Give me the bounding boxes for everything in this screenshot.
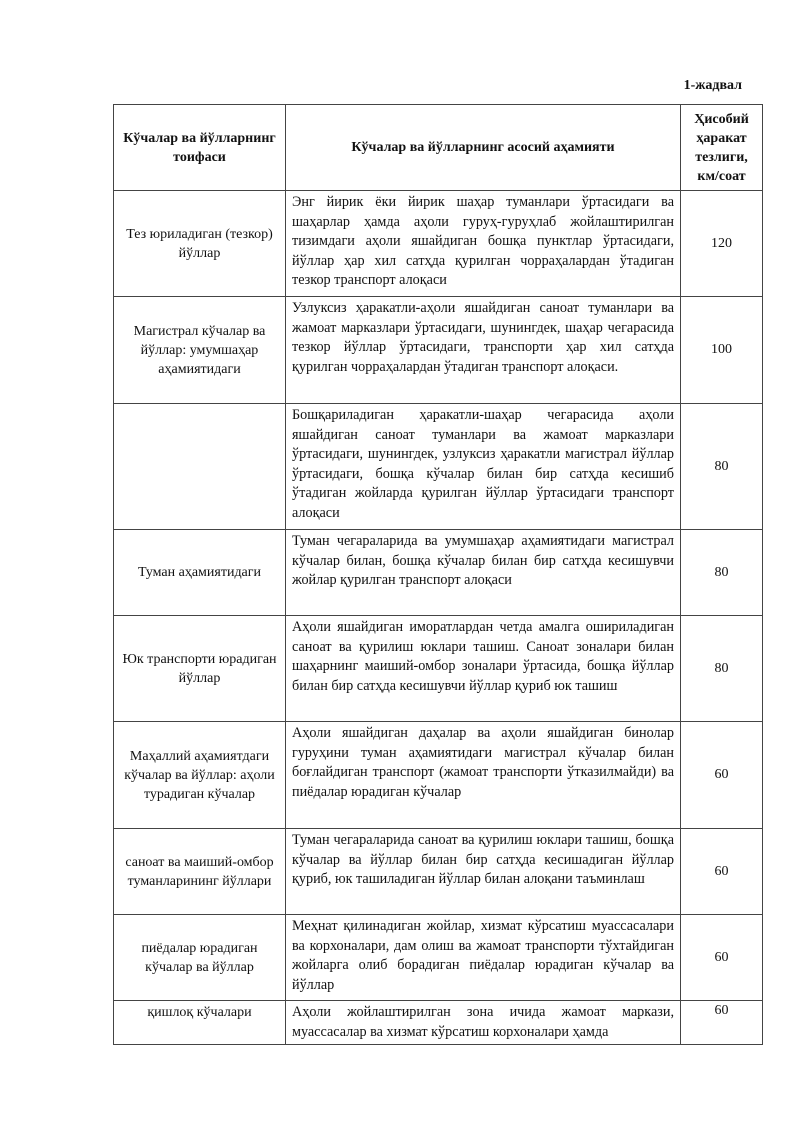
speed-cell: 80 bbox=[681, 616, 763, 722]
table-caption: 1-жадвал bbox=[683, 78, 742, 93]
category-cell: саноат ва маиший-омбор туманларининг йўллари bbox=[114, 829, 286, 915]
purpose-cell: Меҳнат қилинадиган жойлар, хизмат кўрсатиш муассасалари ва корхоналари, дам олиш ва жамоат транспорти тўхтайдиган жойларга олиб борадиган пиёдалар юрадиган кўчалар ва йўллар bbox=[286, 915, 681, 1001]
category-cell: Юк транспорти юрадиган йўллар bbox=[114, 616, 286, 722]
table-row bbox=[114, 616, 763, 722]
purpose-cell: Аҳоли яшайдиган даҳалар ва аҳоли яшайдиган бинолар гуруҳини туман аҳамиятидаги магистрал кўчалар билан боғлайдиган транспорт (жамоат транспорти ўтказилмайди) ва пиёдалар юрадиган кўчалар bbox=[286, 722, 681, 829]
category-cell: Тез юриладиган (тезкор) йўллар bbox=[114, 191, 286, 297]
table-row bbox=[114, 297, 763, 404]
category-cell: пиёдалар юрадиган кўчалар ва йўллар bbox=[114, 915, 286, 1001]
speed-cell: 80 bbox=[681, 404, 763, 530]
speed-cell: 60 bbox=[681, 1001, 763, 1045]
table-row bbox=[114, 915, 763, 1001]
table-row bbox=[114, 530, 763, 616]
speed-cell: 100 bbox=[681, 297, 763, 404]
speed-cell: 120 bbox=[681, 191, 763, 297]
road-categories-table bbox=[113, 104, 763, 1045]
category-cell bbox=[114, 404, 286, 530]
speed-cell: 60 bbox=[681, 722, 763, 829]
table-row bbox=[114, 829, 763, 915]
category-cell: Маҳаллий аҳамиятдаги кўчалар ва йўллар: аҳоли турадиган кўчалар bbox=[114, 722, 286, 829]
table-row bbox=[114, 722, 763, 829]
category-cell: Магистрал кўчалар ва йўллар: умумшаҳар аҳамиятидаги bbox=[114, 297, 286, 404]
purpose-cell: Аҳоли яшайдиган иморатлардан четда амалга ошириладиган саноат ва қурилиш юклари ташиш. Саноат зоналари билан шаҳарнинг маиший-омбор зоналари ўртасида, бошқа йўллар билан бир сатҳда кесишувчи йўллар қуриб юк ташиш bbox=[286, 616, 681, 722]
category-cell: қишлоқ кўчалари bbox=[114, 1001, 286, 1045]
category-cell: Туман аҳамиятидаги bbox=[114, 530, 286, 616]
purpose-cell: Аҳоли жойлаштирилган зона ичида жамоат маркази, муассасалар ва хизмат кўрсатиш корхоналари ҳамда bbox=[286, 1001, 681, 1045]
purpose-cell: Узлуксиз ҳаракатли-аҳоли яшайдиган саноат туманлари ва жамоат марказлари ўртасидаги, шунингдек, шаҳар чегарасида тезкор йўллар ўртасидаги, транспорти ҳар хил сатҳда қурилган чорраҳалардан ўтадиган транспорт алоқаси. bbox=[286, 297, 681, 404]
table-row bbox=[114, 404, 763, 530]
table-row bbox=[114, 1001, 763, 1045]
header-speed: Ҳисобий ҳаракат тезлиги, км/соат bbox=[681, 105, 763, 191]
table-row bbox=[114, 191, 763, 297]
table-header-row bbox=[114, 105, 763, 191]
purpose-cell: Бошқариладиган ҳаракатли-шаҳар чегарасида аҳоли яшайдиган саноат туманлари ва жамоат марказлари ўртасидаги, шунингдек, узлуксиз ҳаракатли магистрал йўллар ўртасидаги, бошқа кўчалар билан бир сатҳда кесишиб ўтадиган жойларда қурилган йўллар ўртасидаги транспорт алоқаси bbox=[286, 404, 681, 530]
speed-cell: 80 bbox=[681, 530, 763, 616]
header-purpose: Кўчалар ва йўлларнинг асосий аҳамияти bbox=[286, 105, 681, 191]
purpose-cell: Туман чегараларида саноат ва қурилиш юклари ташиш, бошқа кўчалар ва йўллар билан бир сатҳда кесишадиган йўллар қуриб, юк ташиладиган йўллар билан алоқани таъминлаш bbox=[286, 829, 681, 915]
purpose-cell: Энг йирик ёки йирик шаҳар туманлари ўртасидаги ва шаҳарлар ҳамда аҳоли гуруҳ-гуруҳлаб жойлаштирилган тизимдаги аҳоли яшайдиган бошқа пунктлар ўртасидаги, йўллар ҳар хил сатҳда қурилган чорраҳалардан ўтадиган тезкор транспорт алоқаси bbox=[286, 191, 681, 297]
document-page bbox=[113, 104, 763, 1045]
purpose-cell: Туман чегараларида ва умумшаҳар аҳамиятидаги магистрал кўчалар билан, бошқа кўчалар билан бир сатҳда кесишувчи жойлар қурилган транспорт алоқаси bbox=[286, 530, 681, 616]
speed-cell: 60 bbox=[681, 829, 763, 915]
header-category: Кўчалар ва йўлларнинг тоифаси bbox=[114, 105, 286, 191]
speed-cell: 60 bbox=[681, 915, 763, 1001]
